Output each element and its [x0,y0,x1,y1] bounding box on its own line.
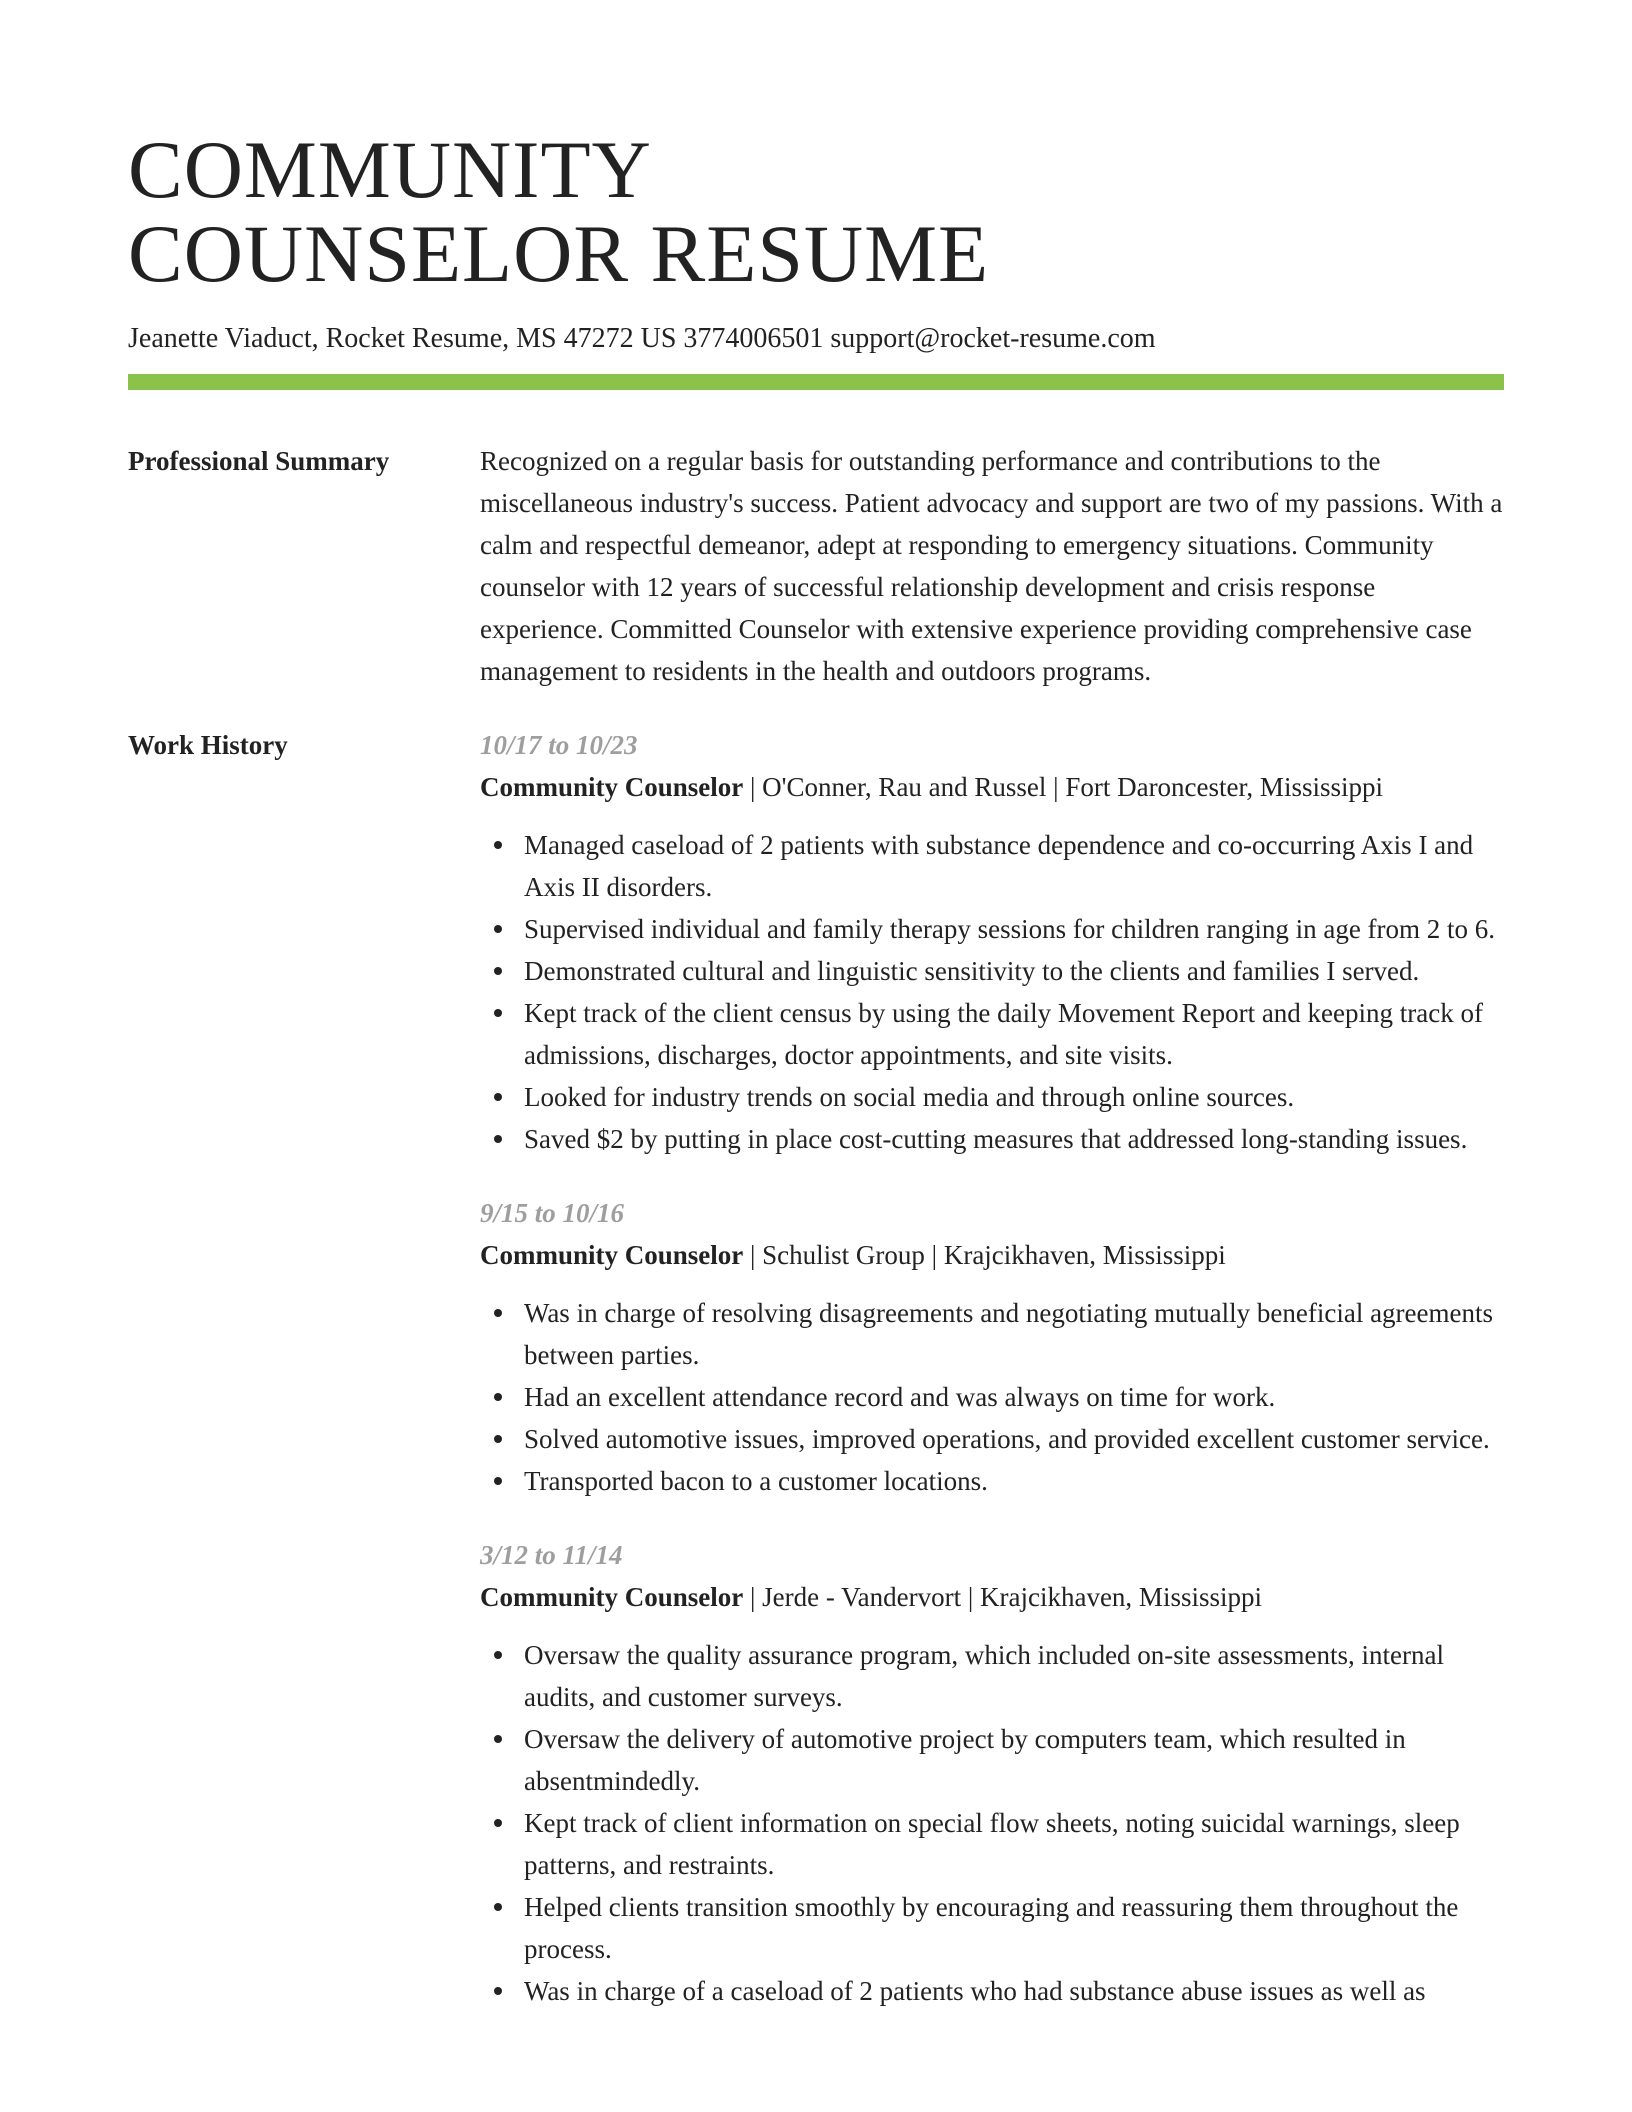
job-details: | O'Conner, Rau and Russel | Fort Daroncester, Mississippi [743,772,1383,802]
bullet-icon [494,1393,502,1401]
bullet-item [480,908,1504,950]
bullet-item [480,1418,1504,1460]
bullet-item [480,950,1504,992]
bullet-item [480,1718,1504,1802]
bullet-text: Demonstrated cultural and linguistic sensitivity to the clients and families I served. [524,956,1420,986]
bullet-item [480,1076,1504,1118]
bullet-text: Was in charge of resolving disagreements and negotiating mutually beneficial agreements between parties. [524,1298,1494,1370]
job-heading [480,1234,1504,1276]
job-dates: 9/15 to 10/16 [480,1198,625,1228]
bullet-text: Solved automotive issues, improved operations, and provided excellent customer service. [524,1424,1490,1454]
bullet-text: Helped clients transition smoothly by encouraging and reassuring them throughout the process. [524,1892,1459,1964]
job-bullets [480,824,1504,1160]
job-heading [480,1576,1504,1618]
section-label-work: Work History [128,730,288,760]
section-label-summary: Professional Summary [128,446,390,476]
bullet-text: Managed caseload of 2 patients with substance dependence and co-occurring Axis I and Axis II disorders. [524,830,1474,902]
bullet-icon [494,1009,502,1017]
bullet-icon [494,1987,502,1995]
bullet-text: Saved $2 by putting in place cost-cutting measures that addressed long-standing issues. [524,1124,1468,1154]
bullet-icon [494,1309,502,1317]
bullet-item [480,1118,1504,1160]
bullet-text: Kept track of the client census by using the daily Movement Report and keeping track of admissions, discharges, doctor appointments, and site visits. [524,998,1483,1070]
job-dates: 3/12 to 11/14 [480,1540,623,1570]
job-bullets [480,1292,1504,1502]
job-list [480,724,1504,2044]
contact-line: Jeanette Viaduct, Rocket Resume, MS 47272 US 3774006501 support@rocket-resume.com [128,323,1156,354]
bullet-icon [494,1651,502,1659]
title-line-2: COUNSELOR RESUME [128,208,990,299]
bullet-item [480,1292,1504,1376]
job-dates: 10/17 to 10/23 [480,730,638,760]
resume-page [128,0,1504,2044]
bullet-item [480,992,1504,1076]
job-bullets [480,1634,1504,2012]
bullet-icon [494,925,502,933]
bullet-text: Oversaw the quality assurance program, which included on-site assessments, internal audits, and customer surveys. [524,1640,1444,1712]
title-line-1: COMMUNITY [128,124,652,215]
job-title: Community Counselor [480,1240,744,1270]
bullet-item [480,1376,1504,1418]
summary-text: Recognized on a regular basis for outstanding performance and contributions to the miscellaneous industry's success. Patient advocacy and support are two of my passions. With a calm and respectful demeanor, adept at responding to emergency situations. Community counselor with 12 years of successful relationship development and crisis response experience. Committed Counselor with extensive experience providing comprehensive case management to residents in the health and outdoors programs. [480,446,1503,686]
bullet-item [480,1634,1504,1718]
bullet-icon [494,1819,502,1827]
bullet-icon [494,967,502,975]
bullet-icon [494,1735,502,1743]
bullet-item [480,1460,1504,1502]
work-history-section [128,724,1504,2044]
job-entry [480,1192,1504,1502]
bullet-text: Was in charge of a caseload of 2 patients who had substance abuse issues as well as [524,1976,1426,2006]
page-title [128,0,1504,299]
bullet-item [480,824,1504,908]
job-details: | Schulist Group | Krajcikhaven, Mississippi [743,1240,1226,1270]
bullet-icon [494,1135,502,1143]
job-entry [480,1534,1504,2012]
job-title: Community Counselor [480,772,744,802]
bullet-icon [494,1477,502,1485]
bullet-text: Looked for industry trends on social media and through online sources. [524,1082,1295,1112]
bullet-item [480,1970,1504,2012]
bullet-icon [494,1093,502,1101]
bullet-text: Oversaw the delivery of automotive project by computers team, which resulted in absentmindedly. [524,1724,1406,1796]
job-entry [480,724,1504,1160]
bullet-text: Kept track of client information on special flow sheets, noting suicidal warnings, sleep patterns, and restraints. [524,1808,1460,1880]
bullet-text: Had an excellent attendance record and was always on time for work. [524,1382,1276,1412]
bullet-text: Supervised individual and family therapy sessions for children ranging in age from 2 to 6. [524,914,1496,944]
accent-divider [128,374,1504,390]
job-heading [480,766,1504,808]
professional-summary-section [128,440,1504,692]
job-details: | Jerde - Vandervort | Krajcikhaven, Mississippi [743,1582,1262,1612]
bullet-item [480,1886,1504,1970]
bullet-icon [494,1435,502,1443]
bullet-item [480,1802,1504,1886]
bullet-text: Transported bacon to a customer locations. [524,1466,988,1496]
job-title: Community Counselor [480,1582,744,1612]
bullet-icon [494,1903,502,1911]
bullet-icon [494,841,502,849]
